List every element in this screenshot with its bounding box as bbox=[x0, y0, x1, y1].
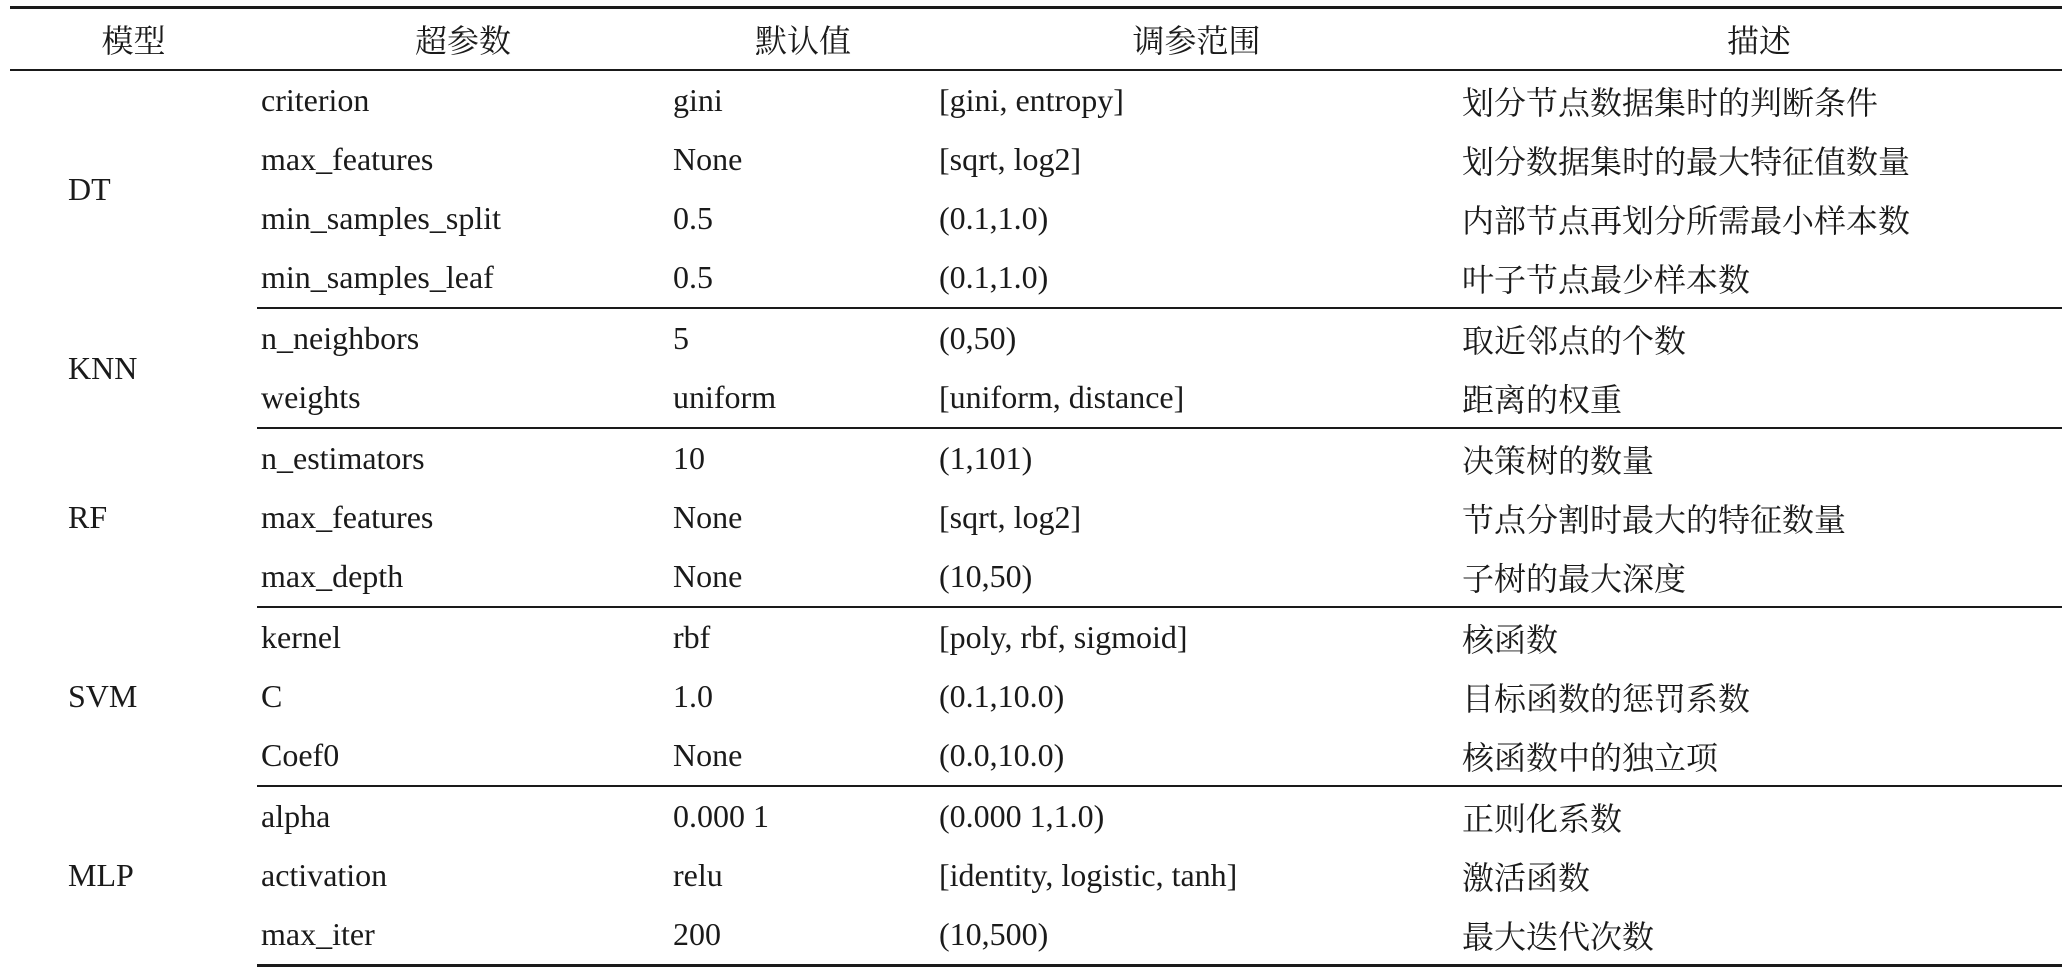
tuning-range-cell: (0,50) bbox=[939, 320, 1017, 356]
default-value-cell: 0.5 bbox=[669, 248, 937, 308]
default-value-cell: 1.0 bbox=[673, 678, 713, 714]
description-cell: 目标函数的惩罚系数 bbox=[1462, 680, 1751, 717]
tuning-range-cell: (10,500) bbox=[937, 905, 1456, 966]
default-value-cell: 5 bbox=[673, 320, 689, 356]
hyperparameter-cell: min_samples_split bbox=[261, 200, 501, 236]
table-row bbox=[10, 189, 2062, 248]
description-cell: 划分数据集时的最大特征值数量 bbox=[1462, 143, 1911, 180]
model-cell: RF bbox=[68, 499, 108, 535]
tuning-range-cell: [poly, rbf, sigmoid] bbox=[939, 619, 1188, 655]
table-row bbox=[10, 70, 2062, 130]
table-row bbox=[10, 846, 2062, 905]
default-value-cell: 0.5 bbox=[673, 200, 713, 236]
header-hyperparameter: 超参数 bbox=[257, 8, 669, 71]
hyperparameter-cell: Coef0 bbox=[257, 726, 669, 786]
hyperparameter-cell: n_estimators bbox=[261, 440, 425, 476]
tuning-range-cell: (0.1,1.0) bbox=[937, 248, 1456, 308]
hyperparameter-cell: kernel bbox=[261, 619, 341, 655]
hyperparameter-cell: n_neighbors bbox=[261, 320, 420, 356]
default-value-cell: uniform bbox=[669, 368, 937, 428]
tuning-range-cell: [gini, entropy] bbox=[939, 82, 1124, 118]
tuning-range-cell: [identity, logistic, tanh] bbox=[939, 857, 1238, 893]
table-row bbox=[10, 488, 2062, 547]
table-row bbox=[10, 547, 2062, 607]
table-header bbox=[10, 8, 2062, 71]
default-value-cell: None bbox=[669, 726, 937, 786]
hyperparameter-cell: C bbox=[261, 678, 283, 714]
default-value-cell: None bbox=[669, 547, 937, 607]
hyperparameter-cell: min_samples_leaf bbox=[257, 248, 669, 308]
hyperparameter-cell: criterion bbox=[261, 82, 370, 118]
description-cell: 叶子节点最少样本数 bbox=[1456, 248, 2062, 308]
description-cell: 节点分割时最大的特征数量 bbox=[1462, 501, 1847, 538]
tuning-range-cell: (0.0,10.0) bbox=[937, 726, 1456, 786]
header-row bbox=[10, 8, 2062, 71]
default-value-cell: 10 bbox=[673, 440, 705, 476]
default-value-cell: rbf bbox=[673, 619, 711, 655]
description-cell: 内部节点再划分所需最小样本数 bbox=[1462, 202, 1911, 239]
header-range: 调参范围 bbox=[937, 8, 1456, 71]
table-row bbox=[10, 308, 2062, 368]
hyperparameter-table-container bbox=[10, 6, 2062, 967]
description-cell: 子树的最大深度 bbox=[1456, 547, 2062, 607]
header-model: 模型 bbox=[10, 8, 257, 71]
table-row bbox=[10, 667, 2062, 726]
hyperparameter-cell: alpha bbox=[261, 798, 331, 834]
table-row bbox=[10, 428, 2062, 488]
model-cell: KNN bbox=[68, 349, 138, 386]
tuning-range-cell: [uniform, distance] bbox=[937, 368, 1456, 428]
hyperparameter-cell: weights bbox=[257, 368, 669, 428]
tuning-range-cell: [sqrt, log2] bbox=[939, 141, 1082, 177]
table-row bbox=[10, 130, 2062, 189]
header-description: 描述 bbox=[1456, 8, 2062, 71]
description-cell: 正则化系数 bbox=[1462, 800, 1623, 837]
description-cell: 决策树的数量 bbox=[1462, 442, 1655, 479]
table-row bbox=[10, 726, 2062, 786]
hyperparameter-cell: max_features bbox=[261, 499, 434, 535]
tuning-range-cell: (10,50) bbox=[937, 547, 1456, 607]
hyperparameter-table bbox=[10, 6, 2062, 967]
hyperparameter-cell: max_depth bbox=[257, 547, 669, 607]
tuning-range-cell: (0.1,10.0) bbox=[939, 678, 1065, 714]
default-value-cell: 200 bbox=[669, 905, 937, 966]
model-cell: SVM bbox=[68, 678, 138, 714]
table-row bbox=[10, 368, 2062, 428]
description-cell: 距离的权重 bbox=[1456, 368, 2062, 428]
table-row bbox=[10, 248, 2062, 308]
model-cell: MLP bbox=[68, 857, 134, 894]
default-value-cell: 0.000 1 bbox=[673, 798, 769, 834]
hyperparameter-cell: max_features bbox=[261, 141, 434, 177]
tuning-range-cell: (1,101) bbox=[939, 440, 1033, 476]
description-cell: 核函数中的独立项 bbox=[1456, 726, 2062, 786]
table-row bbox=[10, 786, 2062, 846]
hyperparameter-cell: max_iter bbox=[257, 905, 669, 966]
table-body bbox=[10, 70, 2062, 966]
tuning-range-cell: (0.1,1.0) bbox=[939, 200, 1049, 236]
table-row bbox=[10, 607, 2062, 667]
model-cell: DT bbox=[68, 171, 111, 207]
description-cell: 划分节点数据集时的判断条件 bbox=[1462, 84, 1879, 121]
tuning-range-cell: [sqrt, log2] bbox=[939, 499, 1082, 535]
hyperparameter-cell: activation bbox=[261, 857, 388, 893]
tuning-range-cell: (0.000 1,1.0) bbox=[939, 798, 1105, 834]
default-value-cell: relu bbox=[673, 857, 723, 893]
default-value-cell: gini bbox=[673, 82, 723, 118]
description-cell: 激活函数 bbox=[1462, 859, 1591, 896]
description-cell: 核函数 bbox=[1462, 621, 1559, 658]
table-row bbox=[10, 905, 2062, 966]
default-value-cell: None bbox=[673, 141, 743, 177]
default-value-cell: None bbox=[673, 499, 743, 535]
description-cell: 最大迭代次数 bbox=[1456, 905, 2062, 966]
header-default: 默认值 bbox=[669, 8, 937, 71]
description-cell: 取近邻点的个数 bbox=[1462, 322, 1687, 359]
